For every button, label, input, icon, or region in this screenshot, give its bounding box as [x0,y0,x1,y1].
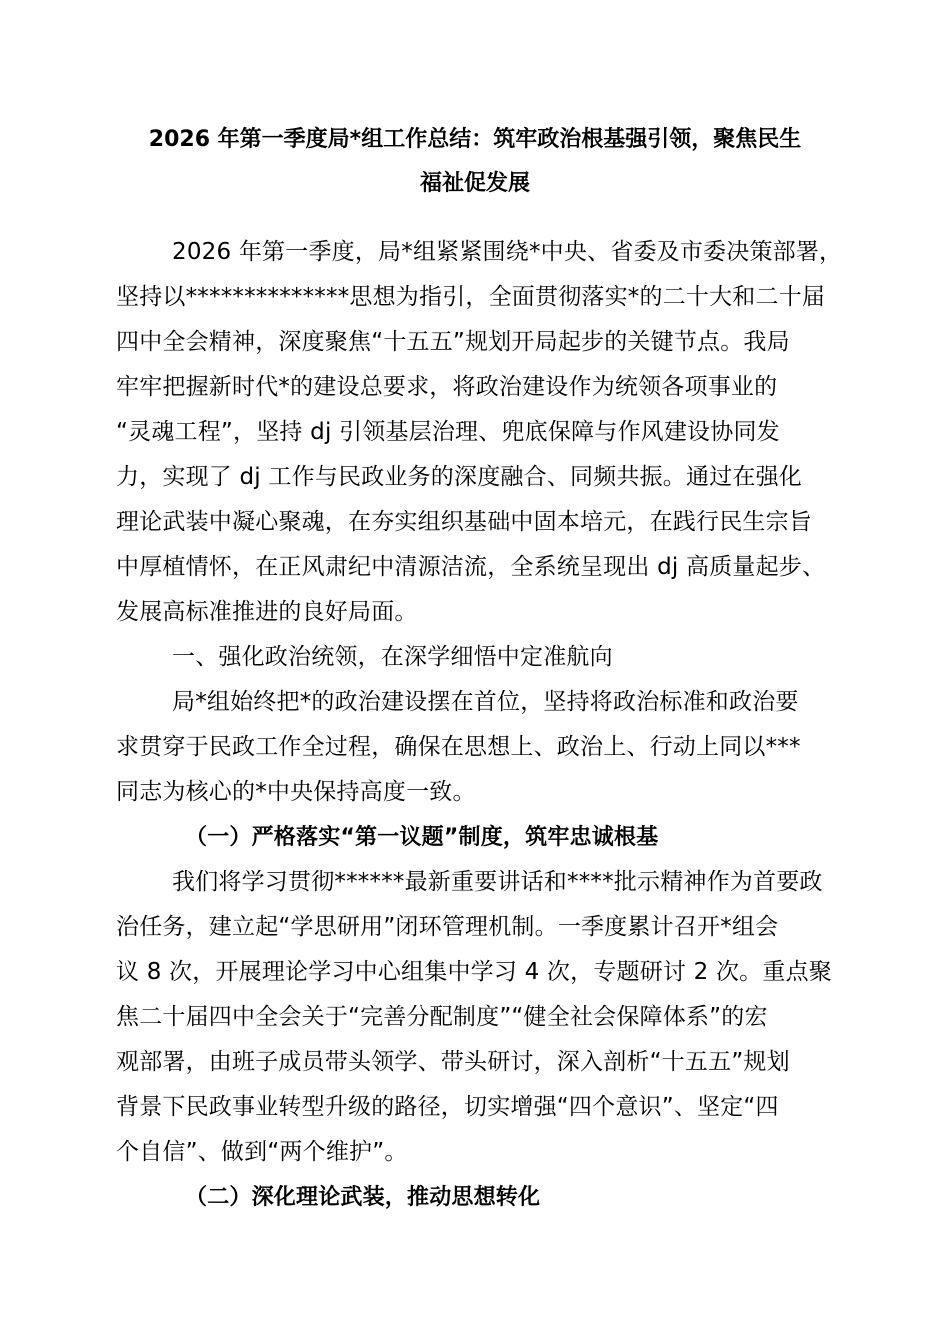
subsection-1-line: 观部署，由班子成员带头领学、带头研讨，深入剖析“十五五”规划 [116,1049,790,1075]
section-1-heading: 一、强化政治统领，在深学细悟中定准航向 [172,644,613,670]
subsection-1-line: 个自信”、做到“两个维护”。 [116,1139,408,1165]
intro-line: 坚持以**************思想为指引，全面贯彻落实*的二十大和二十届 [116,284,826,310]
intro-line: 发展高标准推进的良好局面。 [116,599,418,625]
document-title-line-2: 福祉促发展 [419,171,530,196]
section-1-line: 局*组始终把*的政治建设摆在首位，坚持将政治标准和政治要 [172,689,799,715]
intro-line: 中厚植情怀，在正风肃纪中清源洁流，全系统呈现出 dj 高质量起步、 [116,554,826,580]
subsection-1-line: 我们将学习贯彻******最新重要讲话和****批示精神作为首要政 [172,869,823,895]
subsection-1-line: 焦二十届四中全会关于“完善分配制度”“健全社会保障体系”的宏 [116,1004,768,1030]
document-title-line-1: 2026 年第一季度局*组工作总结：筑牢政治根基强引领，聚焦民生 [148,127,802,152]
subsection-2-heading: （二）深化理论武装，推动思想转化 [185,1185,541,1210]
intro-line: 四中全会精神，深度聚焦“十五五”规划开局起步的关键节点。我局 [116,329,790,355]
subsection-1-line: 治任务，建立起“学思研用”闭环管理机制。一季度累计召开*组会 [116,914,779,940]
intro-line: 力，实现了 dj 工作与民政业务的深度融合、同频共振。通过在强化 [116,464,803,490]
intro-line: 理论武装中凝心聚魂，在夯实组织基础中固本培元，在践行民生宗旨 [116,509,812,535]
intro-line: 牢牢把握新时代*的建设总要求，将政治建设作为统领各项事业的 [116,374,778,400]
section-1-line: 同志为核心的*中央保持高度一致。 [116,779,476,805]
subsection-1-line: 议 8 次，开展理论学习中心组集中学习 4 次，专题研讨 2 次。重点聚 [116,959,832,985]
subsection-1-heading: （一）严格落实“第一议题”制度，筑牢忠诚根基 [185,825,659,850]
intro-line: 2026 年第一季度，局*组紧紧围绕*中央、省委及市委决策部署， [172,239,843,265]
section-1-line: 求贯穿于民政工作全过程，确保在思想上、政治上、行动上同以*** [116,734,801,760]
subsection-1-line: 背景下民政事业转型升级的路径，切实增强“四个意识”、坚定“四 [116,1094,779,1120]
intro-line: “灵魂工程”，坚持 dj 引领基层治理、兜底保障与作风建设协同发 [116,419,780,445]
